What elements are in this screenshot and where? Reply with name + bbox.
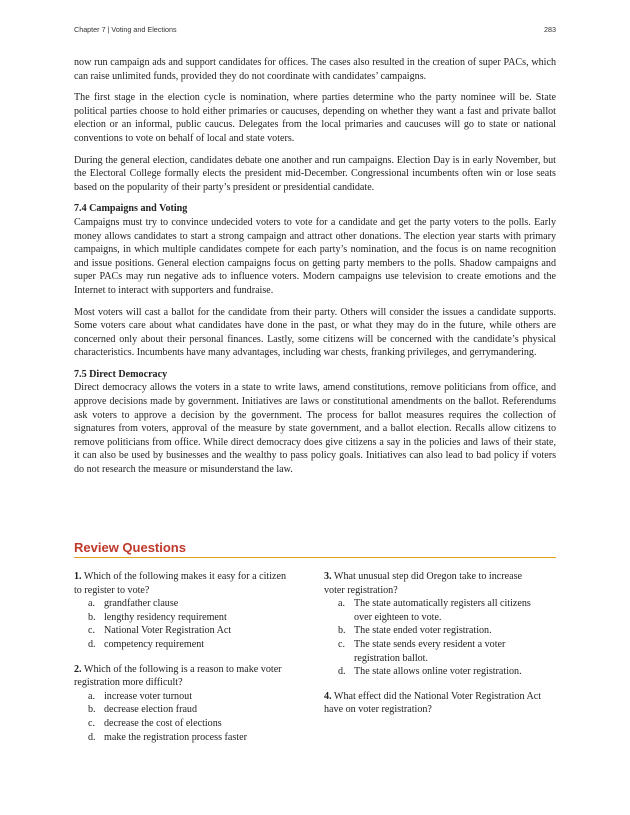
question-2 bbox=[74, 663, 294, 745]
answer-option: d. make the registration process faster bbox=[88, 731, 247, 743]
answer-option: a. increase voter turnout bbox=[88, 690, 193, 702]
section-heading: 7.4 Campaigns and Voting bbox=[74, 203, 188, 215]
answer-option: c. National Voter Registration Act bbox=[88, 625, 232, 637]
question-number: 4. bbox=[324, 690, 332, 702]
paragraph: Most voters will cast a ballot for the candidate from their party. Others will consider the issues a candidate supports. Some voters care about what candidates have done in the past, or what they may do in the future, while others are concerned only about their personal finances. Lastly, some citizens will be concerned with the candidate’s physical characteristics. Incumbents have many advantages, including war chests, franking privileges, and gerrymandering. bbox=[74, 306, 556, 359]
paragraph: Direct democracy allows the voters in a state to write laws, amend constitutions, remove politicians from office, and approve decisions made by government. Initiatives are laws or constitutional amendments on the ballot. Referendums ask voters to approve a decision by the government. The process for ballot measures requires the collection of signatures from voters, approval of the measure by state government, and a ballot election. Recalls allow citizens to remove politicians from office. While direct democracy does give citizens a say in the policies and laws of their state, it can also be used by businesses and the wealthy to pass policy goals. Initiatives can also lead to bad policy if voters do not research the measure or misunderstand the law. bbox=[74, 382, 556, 476]
answer-option: b. lengthy residency requirement bbox=[88, 611, 227, 623]
question-text: What unusual step did Oregon take to increase voter registration? bbox=[324, 571, 522, 596]
question-number: 2. bbox=[74, 663, 82, 675]
paragraph: The first stage in the election cycle is nomination, where parties determine who the party nominee will be. State political parties choose to hold either primaries or caucuses, depending on whether they want a fast and private ballot election or an informal, public caucus. Delegates from the local primaries and caucuses will go to state or national conventions to vote on behalf of local and state voters. bbox=[74, 92, 556, 144]
question-3 bbox=[324, 570, 544, 679]
section-heading: 7.5 Direct Democracy bbox=[74, 368, 168, 380]
answer-option: d. The state allows online voter registration. bbox=[338, 666, 522, 678]
answer-option: a. grandfather clause bbox=[88, 598, 179, 610]
question-number: 3. bbox=[324, 571, 332, 582]
answer-option: c. decrease the cost of elections bbox=[88, 717, 222, 729]
review-column-right bbox=[324, 570, 544, 728]
question-text: What effect did the National Voter Registration Act have on voter registration? bbox=[324, 690, 542, 716]
question-4 bbox=[324, 690, 544, 717]
answer-option: d. competency requirement bbox=[88, 638, 205, 650]
page-number: 283 bbox=[544, 25, 556, 34]
question-1 bbox=[74, 570, 294, 652]
answer-option: a. The state automatically registers all citizens over eighteen to vote. bbox=[338, 598, 531, 623]
paragraph: Campaigns must try to convince undecided voters to vote for a candidate and get the party voters to the polls. Early money allows candidates to start a strong campaign and attract other donations. The election year starts with primary campaigns, in which multiple candidates compete for each party’s nomination, and the focus is on name recognition and issue positions. General election campaigns focus on getting party members to the polls. Shadow campaigns and super PACs may run negative ads to influence voters. Modern campaigns use television to create emotions and the Internet to interact with supporters and fundraise. bbox=[74, 216, 556, 296]
paragraph: During the general election, candidates debate one another and run campaigns. Election Day is in early November, but the Electoral College formally elects the president mid-December. Congressional incumbents often win or lose seats based on the popularity of their party’s president or presidential candidate. bbox=[74, 154, 556, 193]
answer-option: b. decrease election fraud bbox=[88, 704, 198, 716]
question-text: Which of the following is a reason to make voter registration more difficult? bbox=[74, 663, 282, 689]
question-number: 1. bbox=[74, 571, 82, 582]
answer-option: c. The state sends every resident a voter registration ballot. bbox=[338, 638, 506, 664]
answer-option: b. The state ended voter registration. bbox=[338, 625, 492, 637]
question-text: Which of the following makes it easy for a citizen to register to vote? bbox=[74, 571, 287, 596]
section-campaigns-voting bbox=[74, 202, 556, 360]
review-questions-title: Review Questions bbox=[74, 540, 556, 558]
paragraph: now run campaign ads and support candidates for offices. The cases also resulted in the creation of super PACs, which can raise unlimited funds, provided they do not coordinate with candidates’ campaigns. bbox=[74, 57, 556, 82]
review-column-left bbox=[74, 570, 294, 755]
main-content bbox=[74, 56, 556, 485]
section-direct-democracy bbox=[74, 368, 556, 477]
chapter-title: Chapter 7 | Voting and Elections bbox=[74, 25, 177, 34]
